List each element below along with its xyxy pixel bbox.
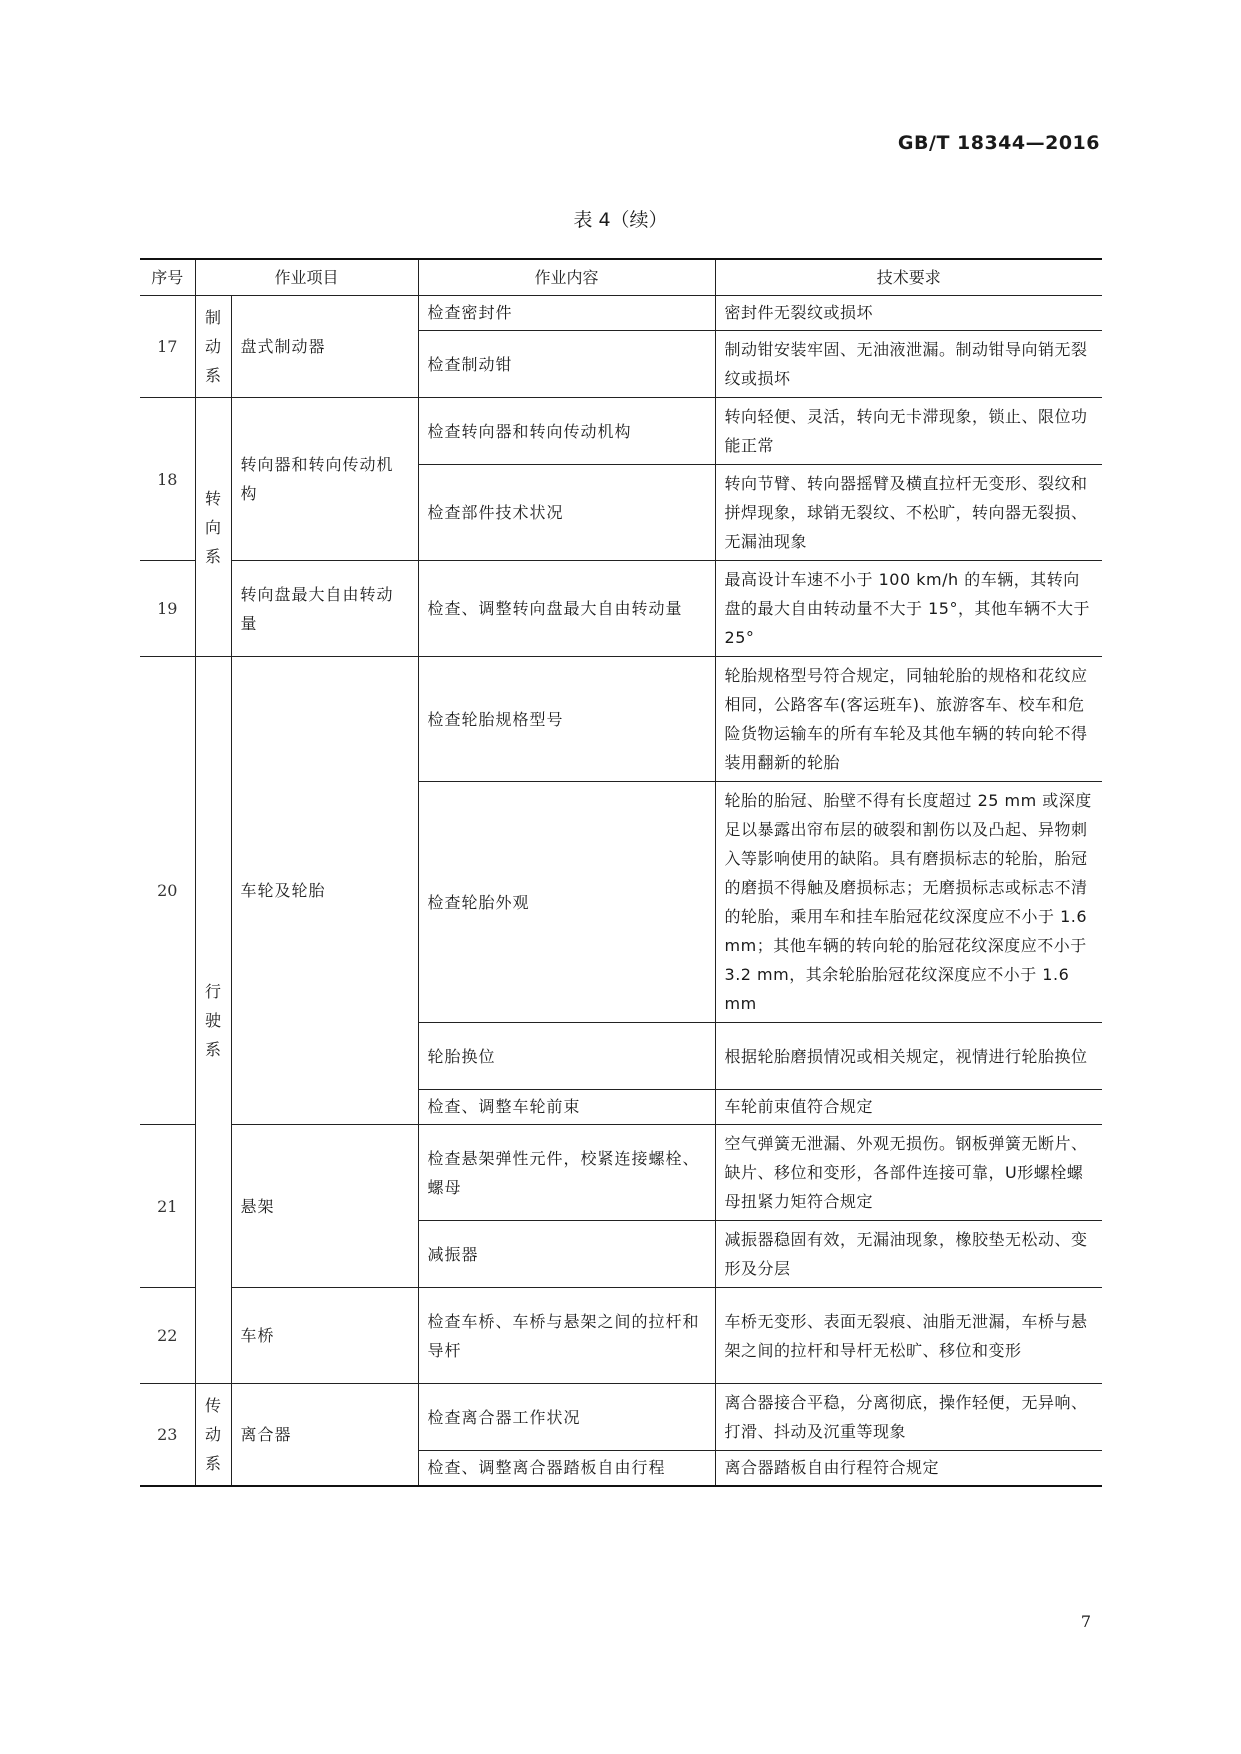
item-steering-wheel-play: 转向盘最大自由转动量	[231, 561, 418, 657]
item-clutch: 离合器	[231, 1384, 418, 1487]
table-title: 表 4（续）	[573, 209, 668, 231]
work-content: 检查车桥、车桥与悬架之间的拉杆和导杆	[418, 1288, 715, 1384]
header-seq: 序号	[140, 259, 195, 296]
row-number: 20	[140, 657, 195, 1125]
work-content: 减振器	[418, 1221, 715, 1288]
table-row	[140, 657, 1102, 782]
requirement: 离合器踏板自由行程符合规定	[715, 1451, 1102, 1487]
table-row	[140, 398, 1102, 465]
requirement: 空气弹簧无泄漏、外观无损伤。钢板弹簧无断片、缺片、移位和变形，各部件连接可靠，U形螺栓螺母扭紧力矩符合规定	[715, 1125, 1102, 1221]
work-content: 检查悬架弹性元件，校紧连接螺栓、螺母	[418, 1125, 715, 1221]
row-number: 21	[140, 1125, 195, 1288]
row-number: 19	[140, 561, 195, 657]
requirement: 离合器接合平稳，分离彻底，操作轻便，无异响、打滑、抖动及沉重等现象	[715, 1384, 1102, 1451]
maintenance-table	[140, 258, 1102, 1487]
page-number: 7	[1080, 1612, 1091, 1631]
requirement: 车桥无变形、表面无裂痕、油脂无泄漏，车桥与悬架之间的拉杆和导杆无松旷、移位和变形	[715, 1288, 1102, 1384]
work-content: 检查部件技术状况	[418, 465, 715, 561]
table-row	[140, 1125, 1102, 1221]
item-axle: 车桥	[231, 1288, 418, 1384]
row-number: 18	[140, 398, 195, 561]
work-content: 检查轮胎规格型号	[418, 657, 715, 782]
table-row	[140, 1384, 1102, 1451]
work-content: 轮胎换位	[418, 1023, 715, 1090]
standard-code: GB/T 18344—2016	[897, 132, 1100, 154]
system-transmission: 传 动 系	[195, 1384, 231, 1487]
work-content: 检查转向器和转向传动机构	[418, 398, 715, 465]
item-wheels-tires: 车轮及轮胎	[231, 657, 418, 1125]
system-running: 行 驶 系	[195, 657, 231, 1384]
item-suspension: 悬架	[231, 1125, 418, 1288]
requirement: 减振器稳固有效，无漏油现象，橡胶垫无松动、变形及分层	[715, 1221, 1102, 1288]
table-row	[140, 1288, 1102, 1384]
header-item: 作业项目	[195, 259, 418, 296]
row-number: 17	[140, 296, 195, 398]
work-content: 检查、调整转向盘最大自由转动量	[418, 561, 715, 657]
work-content: 检查密封件	[418, 296, 715, 331]
system-braking: 制 动 系	[195, 296, 231, 398]
header-requirement: 技术要求	[715, 259, 1102, 296]
system-steering: 转 向 系	[195, 398, 231, 657]
item-disc-brake: 盘式制动器	[231, 296, 418, 398]
requirement: 转向节臂、转向器摇臂及横直拉杆无变形、裂纹和拼焊现象，球销无裂纹、不松旷，转向器无裂损、无漏油现象	[715, 465, 1102, 561]
table-row	[140, 561, 1102, 657]
work-content: 检查、调整车轮前束	[418, 1090, 715, 1125]
table-row	[140, 296, 1102, 331]
requirement: 轮胎规格型号符合规定，同轴轮胎的规格和花纹应相同，公路客车(客运班车)、旅游客车、校车和危险货物运输车的所有车轮及其他车辆的转向轮不得装用翻新的轮胎	[715, 657, 1102, 782]
requirement: 根据轮胎磨损情况或相关规定，视情进行轮胎换位	[715, 1023, 1102, 1090]
header-content: 作业内容	[418, 259, 715, 296]
work-content: 检查制动钳	[418, 331, 715, 398]
item-steering-gear: 转向器和转向传动机构	[231, 398, 418, 561]
work-content: 检查轮胎外观	[418, 782, 715, 1023]
requirement: 轮胎的胎冠、胎壁不得有长度超过 25 mm 或深度足以暴露出帘布层的破裂和割伤以及凸起、异物刺入等影响使用的缺陷。具有磨损标志的轮胎，胎冠的磨损不得触及磨损标志；无磨损标志或标志不清的轮胎，乘用车和挂车胎冠花纹深度应不小于 1.6 mm；其他车辆的转向轮的胎冠花纹深度应不小于 3.2 mm，其余轮胎胎冠花纹深度应不小于 1.6 mm	[715, 782, 1102, 1023]
row-number: 22	[140, 1288, 195, 1384]
requirement: 密封件无裂纹或损坏	[715, 296, 1102, 331]
requirement: 车轮前束值符合规定	[715, 1090, 1102, 1125]
requirement: 制动钳安装牢固、无油液泄漏。制动钳导向销无裂纹或损坏	[715, 331, 1102, 398]
work-content: 检查、调整离合器踏板自由行程	[418, 1451, 715, 1487]
requirement: 最高设计车速不小于 100 km/h 的车辆，其转向盘的最大自由转动量不大于 15°，其他车辆不大于 25°	[715, 561, 1102, 657]
work-content: 检查离合器工作状况	[418, 1384, 715, 1451]
row-number: 23	[140, 1384, 195, 1487]
requirement: 转向轻便、灵活，转向无卡滞现象，锁止、限位功能正常	[715, 398, 1102, 465]
table-header-row	[140, 259, 1102, 296]
